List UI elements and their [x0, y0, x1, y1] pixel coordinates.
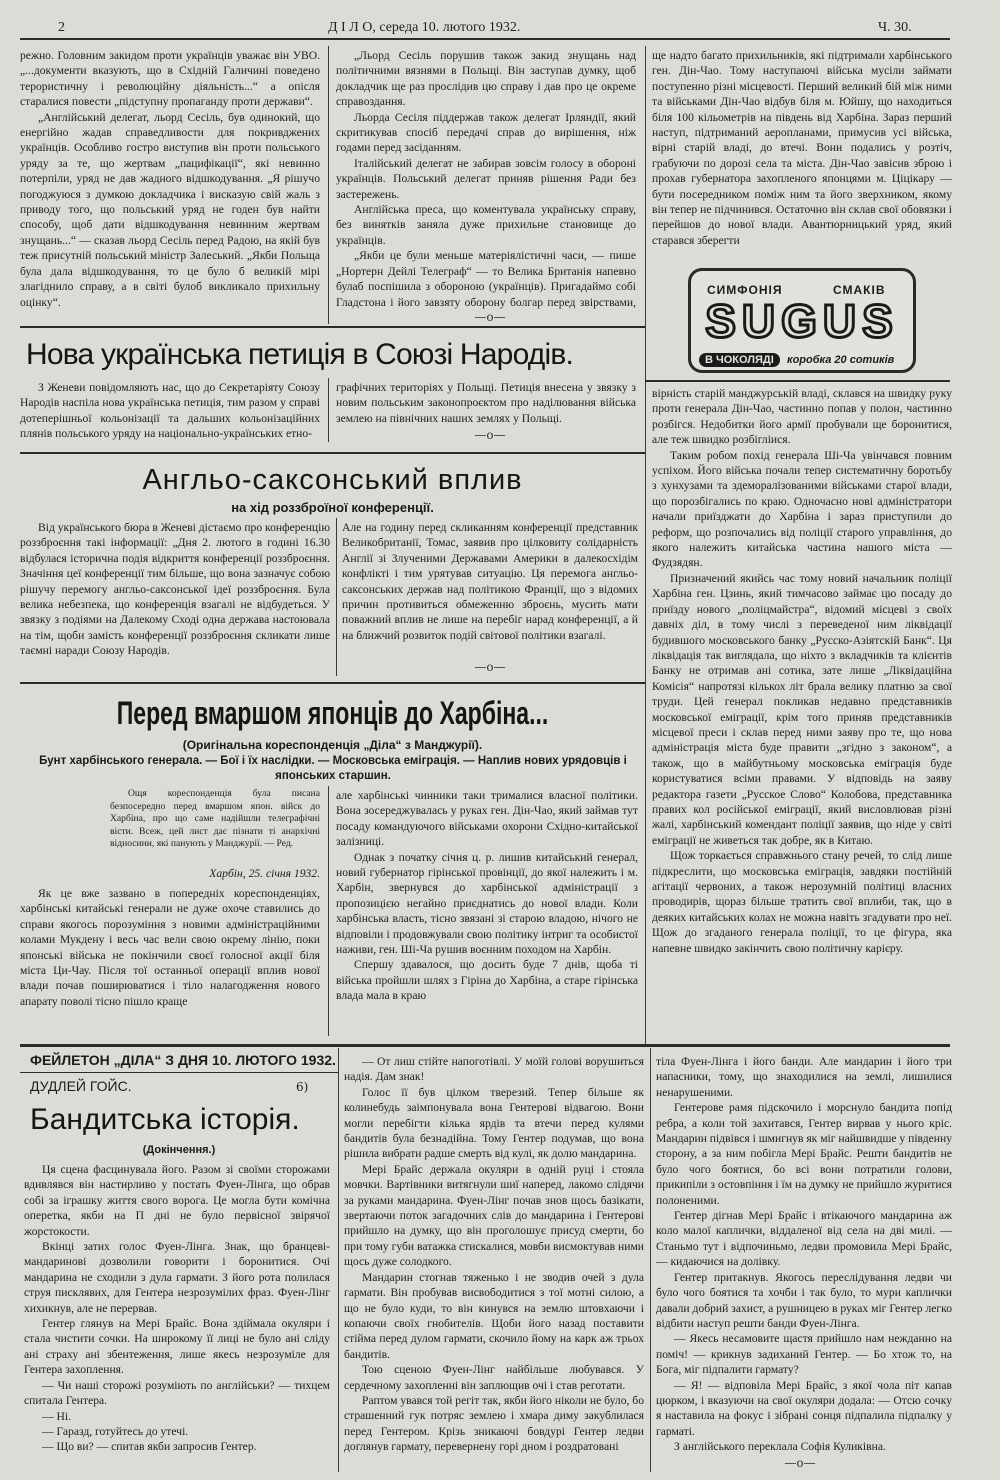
ad-top-right: СМАКІВ [833, 283, 886, 297]
sugus-advertisement [688, 268, 916, 373]
feuilleton-col1: Ця сцена фасцинувала його. Разом зі своїми сторожами вдивлявся він настирливо у постать Фуен-Лінга, що обрав собі за іграшку життя свого ворога. Це могла бути комічна оперетка, якби на П дні не було первісної звірячої жорстокости. Вкінці затих голос Фуен-Лінга. Знак, що бранцеві-мандаринові дозволили говорити і боронитися. Очі мандарина не сходили з дула гармати. З його рота полилася струя писклявих, для Гентера незрозумілих фраз. Фуен-Лінг хихикнув, але не перервав. Гентер глянув на Мері Брайс. Вона здіймала окуляри і стала чистити сочки. На широкому її лиці не було ані сліду ані страху ані збентеження, лише якесь незрозуміле для Гентера захоплення. — Чи наші сторожі розуміють по англійськи? — тихцем спитала Гентера. — Ні. — Гаразд, готуйтесь до утечі. — Що ви? — спитав якби запросив Гентер. [24, 1163, 330, 1454]
feuilleton-top-rule [20, 1044, 950, 1047]
page-header [58, 18, 958, 40]
issue-number: Ч. 30. [878, 20, 912, 35]
top-article-col1: режно. Головним закидом проти українців уважає він УВО. „...документи вказують, що в Східній Галичині поведено терористичну і революційну діяльність...“ а опісля старалися повести „підступну пропаганду проти держави“. „Англійський делегат, льорд Сесіль, був одинокий, що енергійно жадав справедливости для покривджених українців. Особливо гостро виступив він проти польського уряду за те, що жертвам „пацифікації“, які невинно потерпіли, уряд не дав жадного відшкодування. „Я рішучо погоджуюся з думкою докладчика і висказую свій жаль з приводу того, що польський уряд не годен був найти способу, щоб дати відшкодування невинним жертвам знущань...“ — сказав льорд Сесіль перед Радою, на якій був теж присутній польський міністр Залеський. „Якби Польща була дала відшкодування, то це було б великій мірі злагіднило справу, а в світі булоб викликало прихильну оцінку“. [20, 49, 320, 309]
right-col-divider [645, 46, 646, 1046]
harbin-summary: Бунт харбінського генерала. — Бої і їх наслідки. — Московська еміграція. — Наплив нових урядовців і японських старшин. [39, 755, 627, 782]
feuilleton-author: ДУДЛЕЙ ГОЙС. [30, 1078, 132, 1094]
top-article-col2: „Льорд Сесіль порушив також закид знущань над політичними вязнями в Польщі. Він заступав думку, щоб докладчик ще раз прослідив цю справу і дав про це окреме справоздання. Льорда Сесіля піддержав також делегат Ірляндії, який скритикував спосіб передачі справ до вирішення, ніж годами перед засіданням. Італійський делегат не забирав зовсім голосу в обороні українців. Польський делегат приняв рішення Ради без застережень. Англійська преса, що коментувала українську справу, без винятків заняла дуже прихильне становище до українців. „Якби це були меньше матеріялістичні часи, — пише „Нортерн Дейлі Телеграф“ — то Велика Британія напевно булаб поспішила з обороною (українців). Пригадаймо собі Гладстона і його завзяту оборону болгар перед звірствами, [336, 49, 636, 309]
petition-headline: Нова українська петиція в Союзі Народів. [26, 338, 574, 371]
feuilleton-continued: (Докінчення.) [142, 1144, 216, 1156]
harbin-headline: Перед вмаршом японців до Харбіна... [116, 695, 549, 731]
anglo-col1: Від українського бюра в Женеві дістаємо про конференцію роззброєння такі інформації: „Дня 2. лютого в годині 16.30 відбулася історична подія відкриття конференції роззброєння. Значіння цеї конференції тим більше, що вона зазначує собою рішучу перемогу англьо-саксонської ідеї роззброєння. Була велика небезпека, що конференція взагалі не відбудеться. У звязку з подіями на Далекому Сході одна держава настоювала на тім, щоби замість конференції роззброєння скликати лише таємні наради Союзу Народів. [20, 521, 330, 658]
ad-top-left: СИМФОНІЯ [707, 283, 783, 297]
feuilleton-title: Бандитська історія. [30, 1103, 300, 1136]
feuilleton-col2: — От лиш стійте напоготівлі. У моїй голові ворушиться надія. Дам знак! Голос її був цілком тверезий. Тепер більше як колинебудь заімпонувала вона Гентерові відвагою. Вони могли перебігти кілька ярдів та втечи перед кулями бандитів була безнадійна. Тому Гентер подумав, що вона рішила вибрати радше смерть від кулі, як долю мандарина. Мері Брайс держала окуляри в одній руці і стояла мовчки. Вартівники витягнули шиї наперед, лакомо слідячи за руками мандарина. Фуен-Лінг почав знов щось базікати, звертаючи поток загадочних слів до мандарина і Гентерові прийшло на думку, що він проголошує присуд смерти, бо при тому губи ватажка стискалися, мовби висмоктував ними щось дуже солодкого. Мандарин стогнав тяженько і не зводив очей з дула гармати. Він пробував висвободитися з тої мотні силою, а що не було куди, то він кинувся на землю штовхаючи і копаючи своїх гнобителів. Щоби його назад поставити стійма перед дулом гармати, скочило йому на карк аж трьох бандитів. Тою сценою Фуен-Лінг найбільше любувався. У сердечному захопленні він заплющив очі і став реготати. Раптом увався той регіт так, якби його ніколи не було, бо страшенний гук потряс землею і хмара диму закублилася перед Гентером. Крізь зникаючі бовдурі Гентер ледви доглянув гармату, перевернену горі дном і роздратовані [344, 1055, 644, 1454]
feuilleton-banner: ФЕЙЛЕТОН „ДІЛА“ З ДНЯ 10. ЛЮТОГО 1932. [30, 1052, 336, 1068]
col-divider [336, 518, 337, 676]
anglo-headline: Англьо-саксонський вплив [142, 464, 523, 496]
feuilleton-installment: 6) [296, 1080, 309, 1094]
ad-rule [645, 380, 950, 382]
ad-bottom-left: В ЧОКОЛЯДІ [699, 353, 780, 367]
col-divider [650, 1048, 651, 1472]
harbin-dateline: Харбін, 25. січня 1932. [209, 867, 320, 880]
anglo-top-rule [20, 452, 645, 454]
feuilleton-col3: тіла Фуен-Лінга і його банди. Але мандарин і його три напасники, тому, що знаходилися на землі, лишилися ненарушеними. Гентерове рамя підскочило і морснуло бандита попід ребра, а коли той захитався, Гентер вирвав у нього кріс. Мандарин підвівся і шмигнув як міг найшвидше у південну сторону, а за ним побігла Мері Брайс. Решти бандитів не було чого боятися, бо всі вони потратили голови, прикипіли з остовпіння і їм на думку не прийшло журитися полоненими. Гентер дігнав Мері Брайс і втікаючого мандарина аж коло малої каплички, віддаленої від села на дві милі. — Станьмо тут і відпочиньмо, ледви промовила Мері Брайс, — кидаючися на долівку. Гентер притакнув. Якогось переслідування ледви чи було чого боятися та хочби і так було, то мури каплички давали добрий захист, а рушницею в руках міг Гентер легко відбити наступ решти банди Фуен-Лінга. — Якесь несамовите щастя прийшло нам нежданно на поміч! — крикнув задиханий Гентер. — Бо хтож то, на Бога, міг підпалити гармату? — Я! — відповіла Мері Брайс, з якої чола піт капав цюрком, і вказуючи на свої окуляри додала: — Отсю сочку я наставила на фокус і зібрані сонця підпалила підпалку у гарматі. З англійського переклала Софія Куликівна. [656, 1055, 952, 1454]
section-separator: —o— [474, 428, 506, 442]
anglo-subheadline: на хід роззброїної конференції. [231, 500, 434, 515]
section-separator: —o— [474, 660, 506, 674]
col-divider [328, 46, 329, 324]
petition-col1: З Женеви повідомляють нас, що до Секретаріяту Союзу Народів наспіла нова українська петиція, тим разом у справі дотеперішньої кольонізації та дальших кольонізаційних плянів польського уряду на національно-українських етно- [20, 381, 320, 441]
ad-bottom-right: коробка 20 сотиків [787, 354, 895, 366]
section-separator: —o— [474, 310, 506, 324]
anglo-col2: Але на годину перед скликанням конференції представник Великобританії, Томас, заявив про цілковиту солідарність Англії зі Злученими Державами Америки в далекосхідім конфлікті і тим урятував ситуацію. Ця перемога англьо-саксонських держав над політикою Франції, що з відомих причин противиться обмеженню зброєнь, мусить мати поважний вплив не лише на перебіг нарад конференції, а й на ближчий розвиток подій світової політики взагалі. [342, 521, 638, 642]
harbin-subheadline: (Оригінальна кореспонденція „Діла“ з Манджурії). [182, 738, 483, 752]
page-number: 2 [58, 20, 65, 35]
right-column-bottom: вірність старій манджурській владі, склався на швидку руку проти генерала Дін-Чао, частинно попав у полон, частинно розбігся. Недобитки його армії пробували ще боронитися, але теж швидко розбігліися. Таким робом похід генерала Ші-Ча увінчався повним успіхом. Його війська почали тепер систематичну боротьбу з хунхузами та здеморалізованими військами старої влади, що порозбігались по краю. Одночасно нові адміністратори начали приїзджати до Харбіна і зараз приступили до реформ, що розпочались від поліції старого управління, до якого належить китайська частина нашого міста — Фудзядян. Призначений якийсь час тому новий начальник поліції Харбіна ген. Цзинь, який тимчасово займає цю посаду до приїзду нового „поліцмайстра“, відомий місцеві з своїх давніх діл, в тому числі з переведеної ним ліквідації будившого московського банку „Русско-Азіятскій Банк“. Ця ліквідація так виглядала, що ніхто з вкладчиків та клієнтів Банку не отримав ані сотика, зате лише „Ліквідаційна Комісія“ напротязі кількох літ брала велику платню за свої труди. Цей генерал покликав недавно представників московської еміграції, крім того приняв представників місцевої преси і склав перед ними заяву про те, що нова адміністрація міста буде правити „згідно з законом“, а також, що в майбутньому московська еміграція буде користуватися всіми правами. У відповідь на заяву редактора газети „Русское Слово“ Колобова, представника правих кол російської еміграції, який висловлював різні жалі, харбінський комендант поліції заявив, що ніде у світі еміграції не живеться так добре, як в Китаю. Щож торкається справжнього стану речей, то слід лише підкреслити, що московська еміграція, завдяки постійній агітації червоних, а також нерозумній політиці власних проводирів, щораз більше тратить свої вплиби, так, що в деяких китайських колах не можна навіть згадувати про неї. Щож до згаданого генерала поліції, то це фігура, яка напевне швидко закінчить свою політичну карієру. [652, 387, 952, 955]
col-divider [328, 378, 329, 442]
sugus-logo: SUGUS [705, 295, 899, 347]
harbin-col2: але харбінські чинники таки трималися власної політики. Вона зосереджувалась у руках ген. Дін-Чао, який займав тут посаду командуючого військами охорони Східно-китайської залізниці. Однак з початку січня ц. р. лишив китайський генерал, новий губернатор гірінської провінції, до якої належить і м. Харбін, звернувся до харбінської адміністрації з пропозицією негайно приєднатись до нової влади. Коли харбінська власть, тісно звязані зі старою владою, нічого не відповіли і продовжували свою політику інтриг та особистої наживи, ген. Ші-Ча рушив воєнним походом на Харбін. Спершу здавалося, що досить буде 7 днів, щоба ті війська пройшли шлях з Гіріна до Харбіна, а старе гірінська влада мала в краю [336, 789, 638, 1003]
right-column-top: ще надто багато прихильників, які підтримали харбінського ген. Дін-Чао. Тому наступаючі війська мусіли займати поступенно різні місцевості. Перший великий бій між ними та військами Дін-Чао відбув біля м. Юйшу, що находиться біля 100 кільометрів на південь від Харбіна. Зараз перший наступ, підтриманий аеропланами, примусив усі війська, вірні старій владі, до втечі. Вони подались у розтіч, грабуючи по дорозі села та міста. Дін-Чао завісив зброю і прохав губернатора захопленого японцями м. Ціцікару — бути посередником поміж ним та його зверхником, якому він тепер не підчинився. Остаточно він склав свої обовязки і перейшов до нової влади. Авантюрницький уряд, який старався зберегти [652, 49, 952, 247]
section-separator: —o— [784, 1456, 816, 1470]
header-rule [20, 38, 950, 40]
masthead-date: Д І Л О, середа 10. лютого 1932. [328, 20, 521, 35]
petition-top-rule [20, 326, 645, 328]
feuilleton-banner-rule [20, 1072, 338, 1073]
petition-col2: графічних територіях у Польщі. Петиція внесена у звязку з новим польським законопроєктом про наділювання війська землею на північних наших землях у Польщі. [336, 381, 636, 425]
harbin-col1: Як це вже зазвано в попередніх кореспонденціях, харбінські китайські генерали не дуже охоче ставились до справи якогось порозуміння з новими адміністраційними колами Мукдену і весь час вели свою окрему лінію, поки японські війська не покінчили своєї голосної акції біля міста Ци-Чау. Після тої останньої операції вплив нової влади почав поширюватися і тіло налагодження нового апарату поволі тісно пішло краще [20, 887, 320, 1008]
harbin-editor-note: Ощя кореспонденція була писана безпосередно перед вмаршом япон. війск до Харбіна, про що саме надійшли телеграфічні вісти. Всеж, цей лист дає пізнати ті анархічні відносини, які панують у Манджурії. — Ред. [110, 788, 320, 850]
col-divider [338, 1048, 339, 1472]
harbin-top-rule [20, 682, 645, 684]
col-divider [328, 786, 329, 1036]
